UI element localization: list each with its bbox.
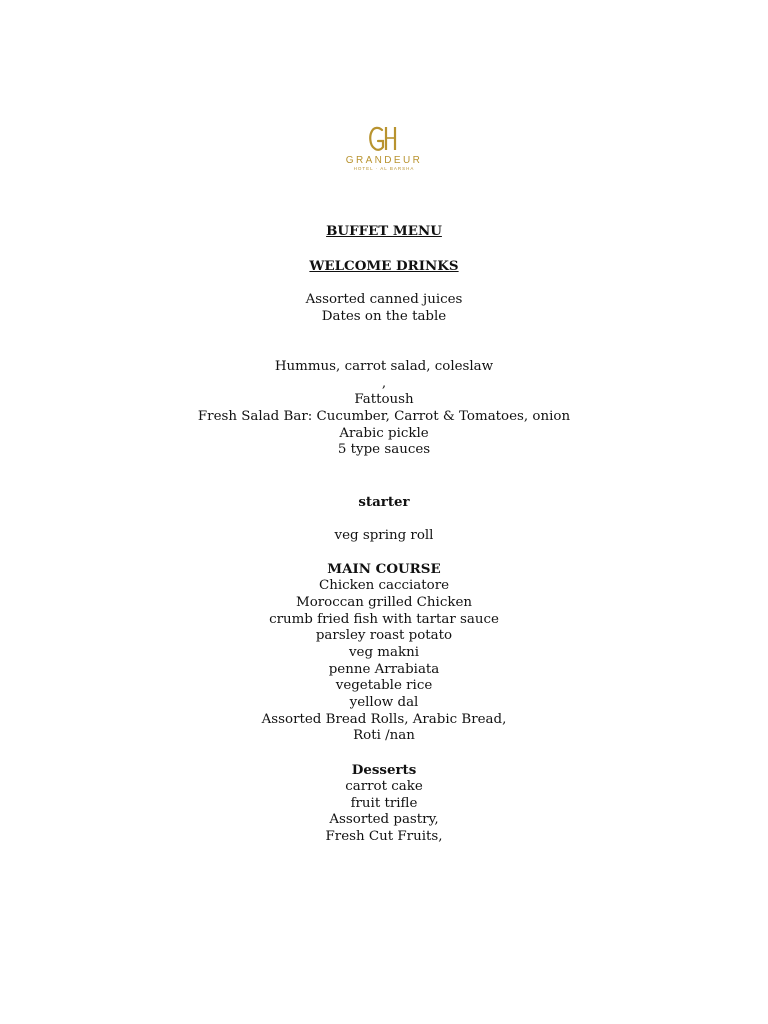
list-item: fruit trifle <box>350 795 418 811</box>
list-item: vegetable rice <box>335 678 433 694</box>
list-item: carrot cake <box>345 778 423 794</box>
list-item: veg spring roll <box>334 527 434 543</box>
menu-title: BUFFET MENU <box>326 223 442 239</box>
list-item: Fattoush <box>354 392 414 408</box>
list-item: Fresh Salad Bar: Cucumber, Carrot & Tomatoes, onion <box>197 408 571 424</box>
list-item: Arabic pickle <box>339 425 429 441</box>
gh-monogram-icon <box>364 124 404 154</box>
list-item: Assorted Bread Rolls, Arabic Bread, <box>261 711 507 727</box>
starter-heading: starter <box>358 494 410 511</box>
list-item: 5 type sauces <box>337 442 431 458</box>
list-item: penne Arrabiata <box>328 661 440 677</box>
list-item: Moroccan grilled Chicken <box>296 594 472 610</box>
hotel-logo <box>334 124 434 180</box>
list-item: Fresh Cut Fruits, <box>325 828 443 844</box>
hotel-brand-name: GRANDEUR <box>345 155 423 166</box>
menu-content <box>0 223 768 846</box>
list-item: Chicken cacciatore <box>318 578 450 594</box>
list-item: , <box>381 375 387 391</box>
welcome-drinks-heading: WELCOME DRINKS <box>309 257 459 274</box>
list-item: parsley roast potato <box>315 628 453 644</box>
main-course-heading: MAIN COURSE <box>327 561 441 578</box>
list-item: Hummus, carrot salad, coleslaw <box>274 358 494 374</box>
list-item: Assorted pastry, <box>329 812 439 828</box>
list-item: Assorted canned juices <box>305 292 463 308</box>
list-item: Dates on the table <box>321 309 447 325</box>
list-item: Roti /nan <box>353 728 415 744</box>
hotel-subtitle: HOTEL · AL BARSHA <box>353 166 415 171</box>
list-item: yellow dal <box>349 695 419 711</box>
list-item: veg makni <box>348 644 420 660</box>
list-item: crumb fried fish with tartar sauce <box>269 611 499 627</box>
desserts-heading: Desserts <box>351 762 417 779</box>
